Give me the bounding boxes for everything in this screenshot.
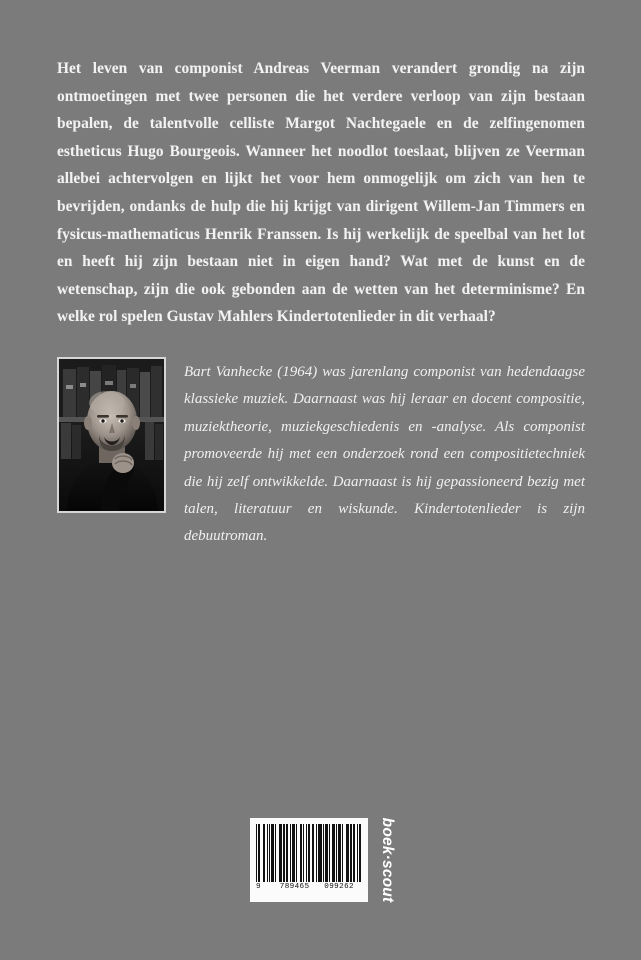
publisher-logo — [377, 818, 397, 902]
author-photo — [57, 357, 166, 513]
book-synopsis: Het leven van componist Andreas Veerman verandert grondig na zijn ontmoetingen met twee personen die het verdere verloop van zijn bestaan bepalen, de talentvolle celliste Margot Nachtegaele en de zelfingenomen estheticus Hugo Bourgeois. Wanneer het noodlot toeslaat, blijven ze Veerman allebei achtervolgen en lijkt het voor hem onmogelijk om zich van hen te bevrijden, ondanks de hulp die hij krijgt van dirigent Willem-Jan Timmers en fysicus-mathematicus Henrik Franssen. Is hij werkelijk de speelbal van het lot en heeft hij zijn bestaan niet in eigen hand? Wat met de kunst en de wetenschap, zijn die ook gebonden aan de wetten van het determinisme? En welke rol spelen Gustav Mahlers Kindertotenlieder in dit verhaal? — [57, 60, 585, 326]
isbn-lead-digit: 9 — [256, 883, 261, 891]
barcode-digits — [256, 883, 362, 891]
isbn-barcode — [250, 818, 368, 902]
isbn-right-group: 099262 — [324, 883, 354, 891]
author-photo-image — [59, 359, 164, 511]
author-section — [57, 357, 585, 551]
publisher-name: boek·scout — [379, 817, 396, 903]
barcode-bars — [256, 824, 362, 882]
portrait-illustration — [59, 359, 164, 511]
author-biography: Bart Vanhecke (1964) was jarenlang componist van hedendaagse klassieke muziek. Daarnaast was hij leraar en docent compositie, muziektheorie, muziekgeschiedenis en -analyse. Als componist promoveerde hij met een onderzoek rond een compositietechniek die hij zelf ontwikkelde. Daarnaast is hij gepassioneerd bezig met talen, literatuur en wiskunde. Kindertotenlieder is zijn debuutroman. — [184, 364, 585, 545]
isbn-left-group: 789465 — [279, 883, 310, 891]
